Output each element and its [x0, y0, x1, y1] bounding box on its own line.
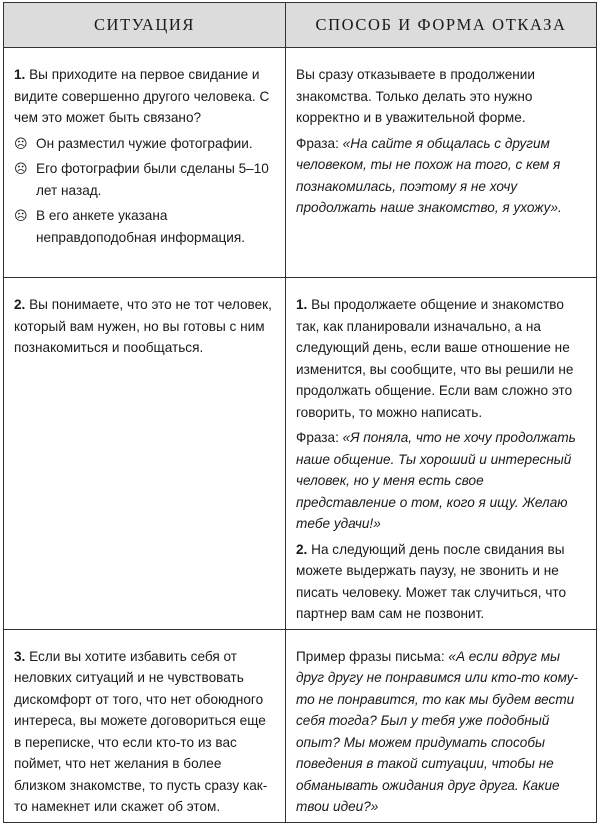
row-number: 2. [14, 297, 26, 312]
situation-text: 3. Если вы хотите избавить себя от неловких ситуаций и не чувствовать дискомфорт от того, что нет обоюдного интереса, вы можете договориться еще в переписке, что если кто-то из вас поймет, что нет желания в более близком знакомстве, то пусть сразу как-то намекнет или скажет об этом. [14, 648, 268, 814]
list-item: ☹ Его фотографии были сделаны 5–10 лет назад. [14, 158, 275, 201]
table-row [4, 278, 597, 630]
reasons-list [14, 133, 275, 249]
refusal-text: 2. На следующий день после свидания вы можете выдержать паузу, не звонить и не писать человеку. Может так случиться, что партнер вам сам не позвонит. [296, 541, 567, 621]
sad-face-icon: ☹ [14, 208, 28, 223]
situation-cell [4, 629, 286, 822]
refusal-cell [286, 278, 597, 630]
list-item: ☹ Он разместил чужие фотографии. [14, 133, 275, 155]
row-number: 3. [14, 648, 26, 664]
situation-text: 1. Вы приходите на первое свидание и видите совершенно другого человека. С чем это может быть связано? [14, 67, 270, 125]
header-situation: СИТУАЦИЯ [4, 3, 286, 48]
situations-table [3, 2, 597, 823]
table-row [4, 629, 597, 822]
row-number: 1. [14, 67, 26, 82]
example-phrase: Фраза: «На сайте я общалась с другим человеком, ты не похож на того, с кем я познакомилась, поэтому я не хочу продолжать наше знакомство, я ухожу». [296, 135, 562, 215]
refusal-text: Вы сразу отказываете в продолжении знакомства. Только делать это нужно корректно и в уважительной форме. [296, 67, 535, 125]
header-refusal: СПОСОБ И ФОРМА ОТКАЗА [286, 3, 597, 48]
table-row [4, 48, 597, 278]
list-item: ☹ В его анкете указана неправдоподобная информация. [14, 205, 275, 248]
example-phrase: Фраза: «Я поняла, что не хочу продолжать наше общение. Ты хороший и интересный человек, но у меня есть свое представление о том, кого я ищу. Желаю тебе удачи!» [296, 430, 576, 531]
refusal-cell [286, 629, 597, 822]
situation-cell [4, 278, 286, 630]
situation-text: 2. Вы понимаете, что это не тот человек, который вам нужен, но вы готовы с ним познакомиться и пообщаться. [14, 297, 272, 355]
header-row [4, 3, 597, 48]
situation-cell [4, 48, 286, 278]
sad-face-icon: ☹ [14, 135, 28, 151]
refusal-cell [286, 48, 597, 278]
refusal-text: 1. Вы продолжаете общение и знакомство так, как планировали изначально, а на следующий день, если ваше отношение не изменится, вы сообщите, что вы решили не продолжать общение. Если вам сложно это говорить, то можно написать. [296, 297, 574, 420]
sad-face-icon: ☹ [14, 161, 28, 176]
example-phrase: Пример фразы письма: «А если вдруг мы друг другу не понравимся или кто-то кому-то не понравится, то как мы будем вести себя тогда? Был у тебя уже подобный опыт? Мы можем придумать способы поведения в такой ситуации, чтобы не обманывать ожидания друг друга. Какие твои идеи?» [296, 648, 579, 814]
